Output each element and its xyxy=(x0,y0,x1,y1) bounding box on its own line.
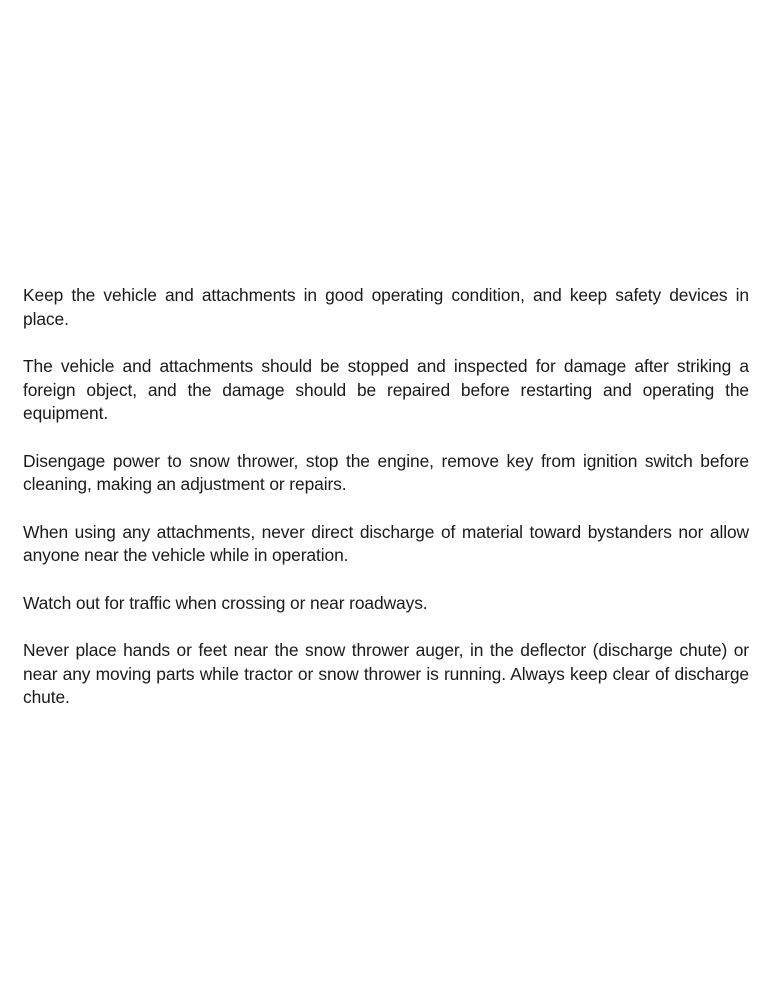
safety-instructions xyxy=(23,284,749,710)
paragraph-discharge-direction: When using any attachments, never direct discharge of material toward bystanders nor allow anyone near the vehicle while in operation. xyxy=(23,521,749,565)
paragraph-disengage-power: Disengage power to snow thrower, stop the engine, remove key from ignition switch before cleaning, making an adjustment or repairs. xyxy=(23,450,749,494)
paragraph-hands-feet: Never place hands or feet near the snow thrower auger, in the deflector (discharge chute) or near any moving parts while tractor or snow thrower is running. Always keep clear of discharge chute. xyxy=(23,640,749,707)
paragraph-keep-condition: Keep the vehicle and attachments in good operating condition, and keep safety devices in place. xyxy=(23,285,749,329)
paragraph-traffic: Watch out for traffic when crossing or near roadways. xyxy=(23,592,428,613)
paragraph-inspect-damage: The vehicle and attachments should be stopped and inspected for damage after striking a foreign object, and the damage should be repaired before restarting and operating the equipment. xyxy=(23,356,749,423)
